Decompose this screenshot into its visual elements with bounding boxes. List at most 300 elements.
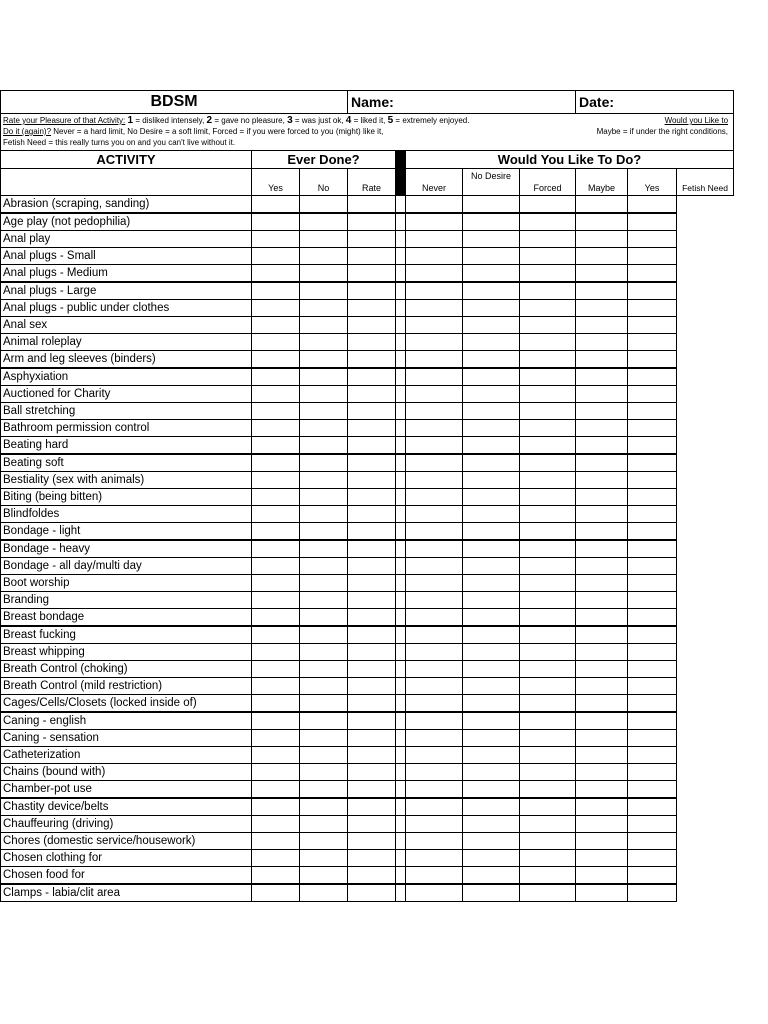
- fetish-need-cell[interactable]: [628, 351, 677, 369]
- ever-yes-cell[interactable]: [252, 678, 300, 695]
- forced-cell[interactable]: [463, 798, 520, 816]
- fetish-need-cell[interactable]: [628, 523, 677, 541]
- never-cell[interactable]: [396, 884, 406, 902]
- maybe-cell[interactable]: [520, 506, 576, 523]
- ever-yes-cell[interactable]: [252, 282, 300, 300]
- no-desire-cell[interactable]: [406, 695, 463, 713]
- forced-cell[interactable]: [463, 850, 520, 867]
- no-desire-cell[interactable]: [406, 558, 463, 575]
- fetish-need-cell[interactable]: [628, 403, 677, 420]
- never-cell[interactable]: [396, 609, 406, 627]
- like-yes-cell[interactable]: [576, 403, 628, 420]
- forced-cell[interactable]: [463, 386, 520, 403]
- maybe-cell[interactable]: [520, 626, 576, 644]
- no-desire-cell[interactable]: [406, 592, 463, 609]
- like-yes-cell[interactable]: [576, 867, 628, 885]
- rate-cell[interactable]: [348, 558, 396, 575]
- forced-cell[interactable]: [463, 368, 520, 386]
- forced-cell[interactable]: [463, 816, 520, 833]
- rate-cell[interactable]: [348, 213, 396, 231]
- no-desire-cell[interactable]: [406, 196, 463, 214]
- rate-cell[interactable]: [348, 265, 396, 283]
- ever-no-cell[interactable]: [300, 678, 348, 695]
- like-yes-cell[interactable]: [576, 351, 628, 369]
- like-yes-cell[interactable]: [576, 231, 628, 248]
- fetish-need-cell[interactable]: [628, 437, 677, 455]
- ever-no-cell[interactable]: [300, 506, 348, 523]
- forced-cell[interactable]: [463, 213, 520, 231]
- fetish-need-cell[interactable]: [628, 558, 677, 575]
- maybe-cell[interactable]: [520, 747, 576, 764]
- like-yes-cell[interactable]: [576, 437, 628, 455]
- like-yes-cell[interactable]: [576, 695, 628, 713]
- maybe-cell[interactable]: [520, 489, 576, 506]
- ever-no-cell[interactable]: [300, 213, 348, 231]
- ever-yes-cell[interactable]: [252, 351, 300, 369]
- ever-yes-cell[interactable]: [252, 489, 300, 506]
- ever-yes-cell[interactable]: [252, 386, 300, 403]
- forced-cell[interactable]: [463, 764, 520, 781]
- forced-cell[interactable]: [463, 300, 520, 317]
- forced-cell[interactable]: [463, 489, 520, 506]
- rate-cell[interactable]: [348, 764, 396, 781]
- maybe-cell[interactable]: [520, 472, 576, 489]
- forced-cell[interactable]: [463, 592, 520, 609]
- no-desire-cell[interactable]: [406, 540, 463, 558]
- ever-no-cell[interactable]: [300, 712, 348, 730]
- ever-no-cell[interactable]: [300, 282, 348, 300]
- fetish-need-cell[interactable]: [628, 213, 677, 231]
- like-yes-cell[interactable]: [576, 816, 628, 833]
- like-yes-cell[interactable]: [576, 850, 628, 867]
- fetish-need-cell[interactable]: [628, 454, 677, 472]
- fetish-need-cell[interactable]: [628, 661, 677, 678]
- ever-yes-cell[interactable]: [252, 403, 300, 420]
- forced-cell[interactable]: [463, 678, 520, 695]
- fetish-need-cell[interactable]: [628, 506, 677, 523]
- like-yes-cell[interactable]: [576, 798, 628, 816]
- rate-cell[interactable]: [348, 489, 396, 506]
- rate-cell[interactable]: [348, 781, 396, 799]
- no-desire-cell[interactable]: [406, 454, 463, 472]
- ever-no-cell[interactable]: [300, 351, 348, 369]
- fetish-need-cell[interactable]: [628, 798, 677, 816]
- no-desire-cell[interactable]: [406, 386, 463, 403]
- forced-cell[interactable]: [463, 884, 520, 902]
- maybe-cell[interactable]: [520, 265, 576, 283]
- fetish-need-cell[interactable]: [628, 747, 677, 764]
- no-desire-cell[interactable]: [406, 523, 463, 541]
- ever-no-cell[interactable]: [300, 626, 348, 644]
- rate-cell[interactable]: [348, 695, 396, 713]
- like-yes-cell[interactable]: [576, 523, 628, 541]
- maybe-cell[interactable]: [520, 300, 576, 317]
- never-cell[interactable]: [396, 540, 406, 558]
- fetish-need-cell[interactable]: [628, 678, 677, 695]
- never-cell[interactable]: [396, 592, 406, 609]
- no-desire-cell[interactable]: [406, 678, 463, 695]
- no-desire-cell[interactable]: [406, 661, 463, 678]
- like-yes-cell[interactable]: [576, 248, 628, 265]
- rate-cell[interactable]: [348, 798, 396, 816]
- like-yes-cell[interactable]: [576, 317, 628, 334]
- forced-cell[interactable]: [463, 867, 520, 885]
- maybe-cell[interactable]: [520, 884, 576, 902]
- never-cell[interactable]: [396, 334, 406, 351]
- ever-no-cell[interactable]: [300, 368, 348, 386]
- rate-cell[interactable]: [348, 403, 396, 420]
- no-desire-cell[interactable]: [406, 644, 463, 661]
- ever-yes-cell[interactable]: [252, 265, 300, 283]
- no-desire-cell[interactable]: [406, 798, 463, 816]
- maybe-cell[interactable]: [520, 798, 576, 816]
- fetish-need-cell[interactable]: [628, 781, 677, 799]
- no-desire-cell[interactable]: [406, 317, 463, 334]
- no-desire-cell[interactable]: [406, 472, 463, 489]
- maybe-cell[interactable]: [520, 833, 576, 850]
- fetish-need-cell[interactable]: [628, 695, 677, 713]
- fetish-need-cell[interactable]: [628, 592, 677, 609]
- never-cell[interactable]: [396, 730, 406, 747]
- ever-no-cell[interactable]: [300, 850, 348, 867]
- ever-no-cell[interactable]: [300, 454, 348, 472]
- like-yes-cell[interactable]: [576, 781, 628, 799]
- ever-yes-cell[interactable]: [252, 884, 300, 902]
- never-cell[interactable]: [396, 248, 406, 265]
- ever-no-cell[interactable]: [300, 781, 348, 799]
- maybe-cell[interactable]: [520, 248, 576, 265]
- ever-no-cell[interactable]: [300, 265, 348, 283]
- forced-cell[interactable]: [463, 712, 520, 730]
- rate-cell[interactable]: [348, 712, 396, 730]
- rate-cell[interactable]: [348, 248, 396, 265]
- never-cell[interactable]: [396, 644, 406, 661]
- no-desire-cell[interactable]: [406, 506, 463, 523]
- no-desire-cell[interactable]: [406, 747, 463, 764]
- rate-cell[interactable]: [348, 317, 396, 334]
- no-desire-cell[interactable]: [406, 300, 463, 317]
- like-yes-cell[interactable]: [576, 884, 628, 902]
- no-desire-cell[interactable]: [406, 833, 463, 850]
- ever-yes-cell[interactable]: [252, 368, 300, 386]
- ever-yes-cell[interactable]: [252, 437, 300, 455]
- maybe-cell[interactable]: [520, 558, 576, 575]
- no-desire-cell[interactable]: [406, 420, 463, 437]
- like-yes-cell[interactable]: [576, 747, 628, 764]
- maybe-cell[interactable]: [520, 454, 576, 472]
- rate-cell[interactable]: [348, 368, 396, 386]
- ever-no-cell[interactable]: [300, 437, 348, 455]
- ever-yes-cell[interactable]: [252, 798, 300, 816]
- maybe-cell[interactable]: [520, 609, 576, 627]
- like-yes-cell[interactable]: [576, 213, 628, 231]
- maybe-cell[interactable]: [520, 712, 576, 730]
- ever-yes-cell[interactable]: [252, 317, 300, 334]
- like-yes-cell[interactable]: [576, 558, 628, 575]
- fetish-need-cell[interactable]: [628, 867, 677, 885]
- never-cell[interactable]: [396, 764, 406, 781]
- like-yes-cell[interactable]: [576, 575, 628, 592]
- fetish-need-cell[interactable]: [628, 231, 677, 248]
- like-yes-cell[interactable]: [576, 592, 628, 609]
- like-yes-cell[interactable]: [576, 540, 628, 558]
- maybe-cell[interactable]: [520, 695, 576, 713]
- ever-yes-cell[interactable]: [252, 626, 300, 644]
- forced-cell[interactable]: [463, 661, 520, 678]
- no-desire-cell[interactable]: [406, 489, 463, 506]
- forced-cell[interactable]: [463, 644, 520, 661]
- ever-no-cell[interactable]: [300, 661, 348, 678]
- no-desire-cell[interactable]: [406, 351, 463, 369]
- rate-cell[interactable]: [348, 644, 396, 661]
- ever-yes-cell[interactable]: [252, 300, 300, 317]
- forced-cell[interactable]: [463, 695, 520, 713]
- ever-no-cell[interactable]: [300, 403, 348, 420]
- maybe-cell[interactable]: [520, 678, 576, 695]
- ever-no-cell[interactable]: [300, 747, 348, 764]
- never-cell[interactable]: [396, 368, 406, 386]
- like-yes-cell[interactable]: [576, 420, 628, 437]
- maybe-cell[interactable]: [520, 213, 576, 231]
- ever-yes-cell[interactable]: [252, 506, 300, 523]
- like-yes-cell[interactable]: [576, 265, 628, 283]
- ever-yes-cell[interactable]: [252, 558, 300, 575]
- never-cell[interactable]: [396, 420, 406, 437]
- maybe-cell[interactable]: [520, 850, 576, 867]
- rate-cell[interactable]: [348, 592, 396, 609]
- rate-cell[interactable]: [348, 678, 396, 695]
- ever-no-cell[interactable]: [300, 730, 348, 747]
- ever-no-cell[interactable]: [300, 798, 348, 816]
- never-cell[interactable]: [396, 213, 406, 231]
- forced-cell[interactable]: [463, 626, 520, 644]
- ever-no-cell[interactable]: [300, 334, 348, 351]
- ever-yes-cell[interactable]: [252, 712, 300, 730]
- forced-cell[interactable]: [463, 540, 520, 558]
- never-cell[interactable]: [396, 454, 406, 472]
- ever-no-cell[interactable]: [300, 609, 348, 627]
- fetish-need-cell[interactable]: [628, 248, 677, 265]
- ever-yes-cell[interactable]: [252, 661, 300, 678]
- forced-cell[interactable]: [463, 781, 520, 799]
- maybe-cell[interactable]: [520, 592, 576, 609]
- rate-cell[interactable]: [348, 334, 396, 351]
- no-desire-cell[interactable]: [406, 626, 463, 644]
- forced-cell[interactable]: [463, 575, 520, 592]
- rate-cell[interactable]: [348, 437, 396, 455]
- never-cell[interactable]: [396, 867, 406, 885]
- never-cell[interactable]: [396, 265, 406, 283]
- fetish-need-cell[interactable]: [628, 644, 677, 661]
- ever-no-cell[interactable]: [300, 764, 348, 781]
- rate-cell[interactable]: [348, 540, 396, 558]
- fetish-need-cell[interactable]: [628, 816, 677, 833]
- ever-yes-cell[interactable]: [252, 196, 300, 214]
- never-cell[interactable]: [396, 558, 406, 575]
- like-yes-cell[interactable]: [576, 506, 628, 523]
- ever-no-cell[interactable]: [300, 833, 348, 850]
- rate-cell[interactable]: [348, 523, 396, 541]
- ever-yes-cell[interactable]: [252, 420, 300, 437]
- forced-cell[interactable]: [463, 196, 520, 214]
- fetish-need-cell[interactable]: [628, 300, 677, 317]
- never-cell[interactable]: [396, 282, 406, 300]
- ever-no-cell[interactable]: [300, 472, 348, 489]
- never-cell[interactable]: [396, 575, 406, 592]
- fetish-need-cell[interactable]: [628, 282, 677, 300]
- ever-yes-cell[interactable]: [252, 730, 300, 747]
- never-cell[interactable]: [396, 833, 406, 850]
- ever-no-cell[interactable]: [300, 592, 348, 609]
- never-cell[interactable]: [396, 626, 406, 644]
- ever-no-cell[interactable]: [300, 196, 348, 214]
- rate-cell[interactable]: [348, 351, 396, 369]
- ever-no-cell[interactable]: [300, 816, 348, 833]
- ever-yes-cell[interactable]: [252, 540, 300, 558]
- no-desire-cell[interactable]: [406, 213, 463, 231]
- forced-cell[interactable]: [463, 351, 520, 369]
- ever-no-cell[interactable]: [300, 644, 348, 661]
- like-yes-cell[interactable]: [576, 196, 628, 214]
- fetish-need-cell[interactable]: [628, 386, 677, 403]
- like-yes-cell[interactable]: [576, 334, 628, 351]
- maybe-cell[interactable]: [520, 368, 576, 386]
- maybe-cell[interactable]: [520, 196, 576, 214]
- fetish-need-cell[interactable]: [628, 730, 677, 747]
- forced-cell[interactable]: [463, 558, 520, 575]
- never-cell[interactable]: [396, 695, 406, 713]
- fetish-need-cell[interactable]: [628, 317, 677, 334]
- never-cell[interactable]: [396, 231, 406, 248]
- no-desire-cell[interactable]: [406, 730, 463, 747]
- ever-yes-cell[interactable]: [252, 867, 300, 885]
- rate-cell[interactable]: [348, 420, 396, 437]
- like-yes-cell[interactable]: [576, 764, 628, 781]
- rate-cell[interactable]: [348, 884, 396, 902]
- rate-cell[interactable]: [348, 730, 396, 747]
- forced-cell[interactable]: [463, 472, 520, 489]
- fetish-need-cell[interactable]: [628, 334, 677, 351]
- forced-cell[interactable]: [463, 317, 520, 334]
- ever-yes-cell[interactable]: [252, 231, 300, 248]
- maybe-cell[interactable]: [520, 317, 576, 334]
- maybe-cell[interactable]: [520, 540, 576, 558]
- no-desire-cell[interactable]: [406, 248, 463, 265]
- never-cell[interactable]: [396, 489, 406, 506]
- fetish-need-cell[interactable]: [628, 420, 677, 437]
- ever-yes-cell[interactable]: [252, 695, 300, 713]
- no-desire-cell[interactable]: [406, 884, 463, 902]
- ever-yes-cell[interactable]: [252, 781, 300, 799]
- fetish-need-cell[interactable]: [628, 833, 677, 850]
- like-yes-cell[interactable]: [576, 386, 628, 403]
- forced-cell[interactable]: [463, 403, 520, 420]
- forced-cell[interactable]: [463, 747, 520, 764]
- ever-no-cell[interactable]: [300, 523, 348, 541]
- forced-cell[interactable]: [463, 334, 520, 351]
- fetish-need-cell[interactable]: [628, 609, 677, 627]
- like-yes-cell[interactable]: [576, 626, 628, 644]
- fetish-need-cell[interactable]: [628, 265, 677, 283]
- fetish-need-cell[interactable]: [628, 850, 677, 867]
- ever-no-cell[interactable]: [300, 248, 348, 265]
- forced-cell[interactable]: [463, 420, 520, 437]
- maybe-cell[interactable]: [520, 730, 576, 747]
- rate-cell[interactable]: [348, 196, 396, 214]
- never-cell[interactable]: [396, 386, 406, 403]
- rate-cell[interactable]: [348, 626, 396, 644]
- ever-no-cell[interactable]: [300, 540, 348, 558]
- rate-cell[interactable]: [348, 833, 396, 850]
- never-cell[interactable]: [396, 712, 406, 730]
- no-desire-cell[interactable]: [406, 609, 463, 627]
- no-desire-cell[interactable]: [406, 781, 463, 799]
- forced-cell[interactable]: [463, 231, 520, 248]
- forced-cell[interactable]: [463, 833, 520, 850]
- forced-cell[interactable]: [463, 248, 520, 265]
- ever-no-cell[interactable]: [300, 575, 348, 592]
- forced-cell[interactable]: [463, 730, 520, 747]
- rate-cell[interactable]: [348, 506, 396, 523]
- like-yes-cell[interactable]: [576, 678, 628, 695]
- forced-cell[interactable]: [463, 265, 520, 283]
- no-desire-cell[interactable]: [406, 850, 463, 867]
- fetish-need-cell[interactable]: [628, 489, 677, 506]
- fetish-need-cell[interactable]: [628, 196, 677, 214]
- maybe-cell[interactable]: [520, 816, 576, 833]
- never-cell[interactable]: [396, 850, 406, 867]
- ever-yes-cell[interactable]: [252, 592, 300, 609]
- ever-yes-cell[interactable]: [252, 833, 300, 850]
- never-cell[interactable]: [396, 661, 406, 678]
- no-desire-cell[interactable]: [406, 816, 463, 833]
- never-cell[interactable]: [396, 523, 406, 541]
- fetish-need-cell[interactable]: [628, 884, 677, 902]
- fetish-need-cell[interactable]: [628, 540, 677, 558]
- never-cell[interactable]: [396, 781, 406, 799]
- like-yes-cell[interactable]: [576, 300, 628, 317]
- never-cell[interactable]: [396, 351, 406, 369]
- ever-yes-cell[interactable]: [252, 334, 300, 351]
- never-cell[interactable]: [396, 300, 406, 317]
- maybe-cell[interactable]: [520, 351, 576, 369]
- rate-cell[interactable]: [348, 454, 396, 472]
- maybe-cell[interactable]: [520, 661, 576, 678]
- like-yes-cell[interactable]: [576, 454, 628, 472]
- never-cell[interactable]: [396, 506, 406, 523]
- ever-yes-cell[interactable]: [252, 575, 300, 592]
- never-cell[interactable]: [396, 437, 406, 455]
- rate-cell[interactable]: [348, 867, 396, 885]
- rate-cell[interactable]: [348, 472, 396, 489]
- no-desire-cell[interactable]: [406, 231, 463, 248]
- fetish-need-cell[interactable]: [628, 368, 677, 386]
- never-cell[interactable]: [396, 678, 406, 695]
- no-desire-cell[interactable]: [406, 437, 463, 455]
- ever-no-cell[interactable]: [300, 884, 348, 902]
- ever-no-cell[interactable]: [300, 420, 348, 437]
- maybe-cell[interactable]: [520, 334, 576, 351]
- forced-cell[interactable]: [463, 506, 520, 523]
- ever-no-cell[interactable]: [300, 317, 348, 334]
- forced-cell[interactable]: [463, 454, 520, 472]
- ever-yes-cell[interactable]: [252, 816, 300, 833]
- ever-yes-cell[interactable]: [252, 644, 300, 661]
- forced-cell[interactable]: [463, 437, 520, 455]
- ever-no-cell[interactable]: [300, 558, 348, 575]
- no-desire-cell[interactable]: [406, 334, 463, 351]
- like-yes-cell[interactable]: [576, 472, 628, 489]
